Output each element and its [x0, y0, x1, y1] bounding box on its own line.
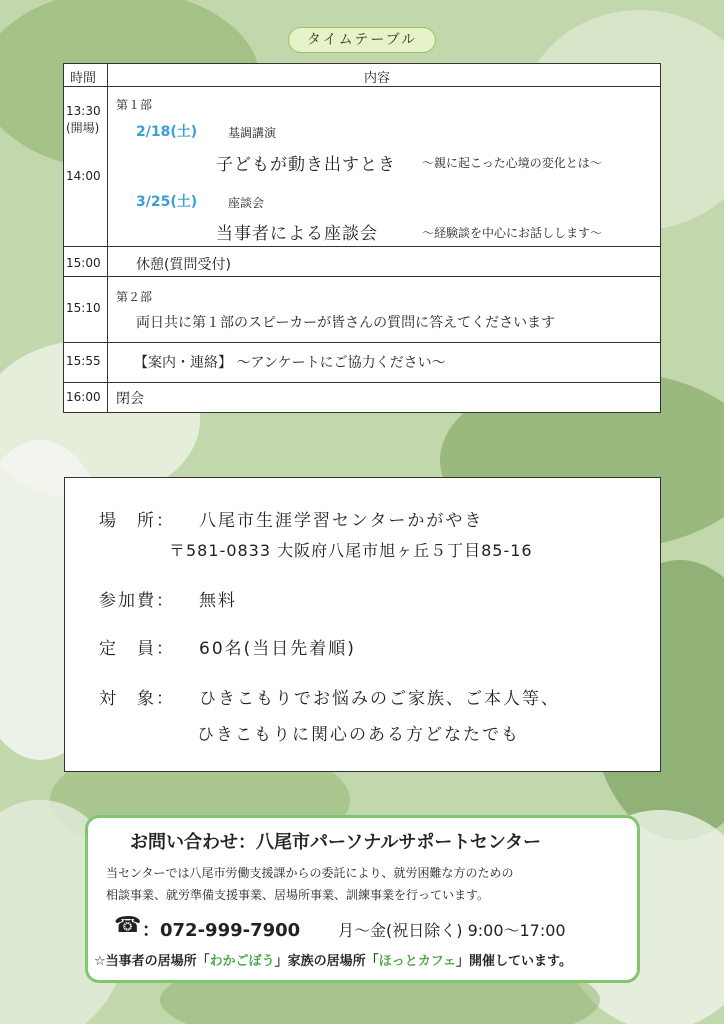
- timetable: [63, 63, 661, 413]
- places-note: [94, 950, 572, 969]
- time-1400: 14:00: [66, 169, 101, 183]
- time-1330: 13:30: [66, 104, 101, 118]
- part-2-label: 第２部: [116, 290, 153, 304]
- break-text: 休憩(質問受付): [136, 257, 231, 273]
- talk-2: 当事者による座談会: [216, 224, 378, 244]
- contact-box: [85, 815, 640, 983]
- time-1510: 15:10: [66, 301, 101, 315]
- header-time: 時間: [70, 71, 97, 86]
- event-info-box: [64, 477, 661, 772]
- venue-address: 〒581-0833 大阪府八尾市旭ヶ丘５丁目85-16: [169, 541, 533, 560]
- phone-icon: ☎: [114, 913, 142, 938]
- date-2: 3/25(土): [136, 194, 198, 210]
- timetable-header: [64, 64, 660, 87]
- part-1-label: 第１部: [116, 98, 153, 112]
- type-1: 基調講演: [228, 126, 277, 140]
- guide-text: 【案内・連絡】 ～アンケートにご協力ください～: [134, 355, 446, 371]
- time-1555: 15:55: [66, 354, 101, 368]
- time-open-note: (開場): [66, 121, 100, 135]
- talk-2-sub: ～経験談を中心にお話しします～: [422, 226, 603, 240]
- column-divider: [107, 64, 108, 412]
- target-label: 対 象：: [99, 689, 175, 709]
- part-2-text: 両日共に第１部のスピーカーが皆さんの質問に答えてくださいます: [136, 315, 556, 331]
- contact-title: お問い合わせ：八尾市パーソナルサポートセンター: [130, 832, 542, 853]
- venue-label: 場 所：: [99, 511, 175, 531]
- fee-value: 無料: [199, 591, 237, 611]
- venue-value: 八尾市生涯学習センターかがやき: [199, 511, 484, 531]
- place-wakagobou: わかごぼう: [209, 954, 275, 969]
- row-divider: [64, 342, 660, 343]
- capacity-value: 60名(当日先着順): [199, 639, 356, 659]
- row-divider: [64, 276, 660, 277]
- header-content: 内容: [364, 71, 391, 86]
- time-1500: 15:00: [66, 256, 101, 270]
- target-value-2: ひきこもりに関心のある方どなたでも: [197, 725, 520, 745]
- capacity-label: 定 員：: [99, 639, 175, 659]
- fee-label: 参加費：: [99, 591, 175, 611]
- phone-number[interactable]: ：072-999-7900: [142, 920, 301, 941]
- places-note-pre: ☆当事者の居場所「: [94, 954, 210, 969]
- places-note-post: 」開催しています。: [456, 954, 573, 969]
- type-2: 座談会: [228, 196, 265, 210]
- place-hotto-cafe: ほっとカフェ: [378, 954, 457, 969]
- talk-1-sub: ～親に起こった心境の変化とは～: [422, 156, 602, 170]
- talk-1: 子どもが動き出すとき: [216, 155, 396, 175]
- business-hours: 月～金(祝日除く) 9:00～17:00: [338, 921, 566, 940]
- places-note-mid: 」家族の居場所「: [274, 954, 379, 969]
- timetable-title: タイムテーブル: [288, 27, 436, 53]
- contact-desc-1: 当センターでは八尾市労働支援課からの委託により、就労困難な方のための: [106, 866, 514, 880]
- time-1600: 16:00: [66, 390, 101, 404]
- row-divider: [64, 246, 660, 247]
- target-value-1: ひきこもりでお悩みのご家族、ご本人等、: [199, 689, 560, 709]
- row-divider: [64, 382, 660, 383]
- date-1: 2/18(土): [136, 124, 198, 140]
- contact-desc-2: 相談事業、就労準備支援事業、居場所事業、訓練事業を行っています。: [106, 888, 490, 902]
- closing-text: 閉会: [116, 391, 144, 407]
